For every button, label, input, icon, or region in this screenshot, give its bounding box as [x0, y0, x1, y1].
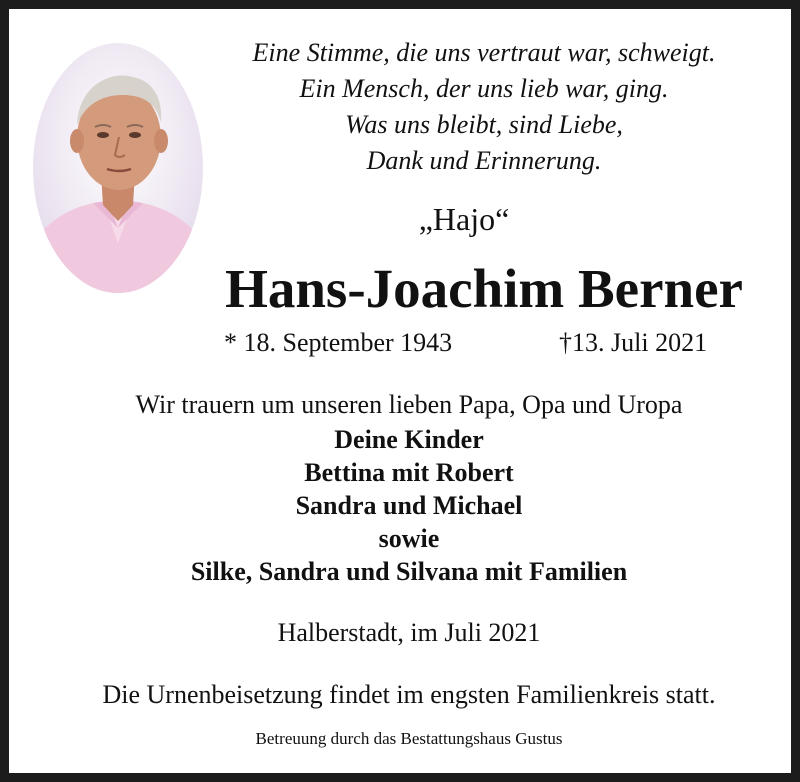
deceased-name: Hans-Joachim Berner [225, 258, 743, 319]
mourner-line: Bettina mit Robert [304, 458, 514, 487]
funeral-home-note: Betreuung durch das Bestattungshaus Gustus [255, 729, 563, 748]
place-date: Halberstadt, im Juli 2021 [277, 618, 541, 647]
poem-line: Ein Mensch, der uns lieb war, ging. [299, 74, 669, 103]
mourning-statement: Wir trauern um unseren lieben Papa, Opa und Uropa [135, 390, 683, 419]
mourner-line: sowie [378, 524, 440, 553]
mourner-line: Sandra und Michael [295, 491, 523, 520]
mourner-line: Silke, Sandra und Silvana mit Familien [190, 557, 628, 586]
poem [189, 35, 779, 179]
poem-line: Eine Stimme, die uns vertraut war, schweigt. [252, 38, 716, 67]
burial-note: Die Urnenbeisetzung findet im engsten Familienkreis statt. [102, 680, 716, 709]
mourner-line: Deine Kinder [334, 425, 484, 454]
mourners-block [9, 387, 800, 588]
birth-date: * 18. September 1943 [224, 328, 453, 357]
poem-line: Was uns bleibt, sind Liebe, [345, 110, 623, 139]
death-date: †13. Juli 2021 [559, 328, 708, 357]
nickname: „Hajo“ [418, 201, 510, 237]
poem-line: Dank und Erinnerung. [366, 146, 602, 175]
